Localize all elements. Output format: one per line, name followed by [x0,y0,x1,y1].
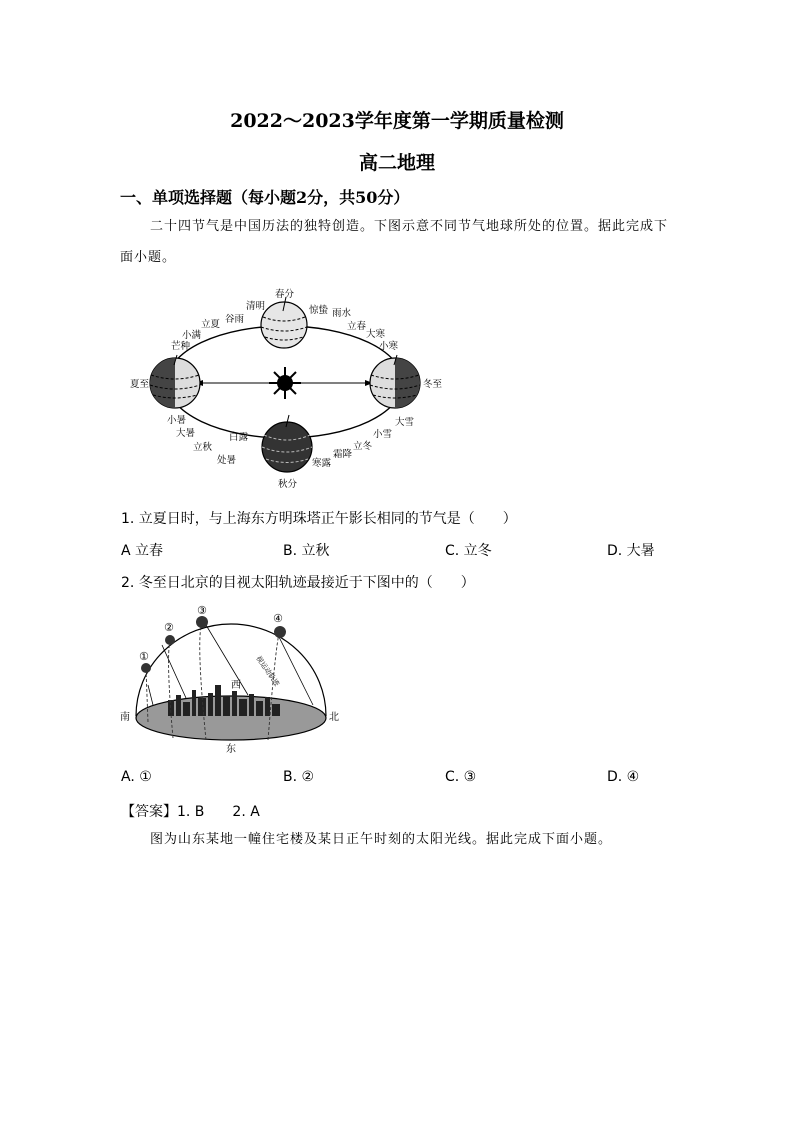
term-label: 夏至 [130,379,150,390]
sun-marker-3 [196,616,208,628]
question-2-stem: 2. 冬至日北京的目视太阳轨迹最接近于下图中的（ ） [121,575,475,591]
term-label: 白露 [229,432,249,443]
direction-north: 北 [329,712,339,723]
term-label: 小雪 [373,429,393,440]
term-label: 立春 [347,321,367,332]
term-label: 小满 [182,330,202,341]
term-label: 立夏 [201,319,221,330]
term-label: 大寒 [366,329,386,340]
earth-spring [261,297,307,348]
term-label: 处暑 [217,455,237,466]
sun-marker-2 [165,635,175,645]
term-label: 惊蛰 [309,305,329,316]
term-label: 冬至 [423,379,443,390]
marker-label-4: ④ [273,612,283,625]
term-label: 秋分 [278,479,298,490]
section-intro: 二十四节气是中国历法的独特创造。下图示意不同节气地球所处的位置。据此完成下面小题。 [120,219,669,265]
q1-option-d: D. 大暑 [607,543,655,559]
section-heading: 一、单项选择题（每小题2分，共50分） [120,188,410,207]
marker-label-1: ① [139,650,149,663]
q2-option-a: A. ① [121,769,152,785]
direction-south: 南 [120,712,130,723]
term-label: 寒露 [312,458,332,469]
direction-east: 东 [226,744,236,755]
term-label: 春分 [275,289,295,300]
term-label: 小暑 [167,415,187,426]
earth-summer [150,355,200,408]
q2-option-d: D. ④ [607,769,640,785]
q1-option-b: B. 立秋 [283,543,330,559]
solar-terms-diagram [130,285,450,493]
q2-option-b: B. ② [283,769,315,785]
sun-marker-4 [274,626,286,638]
path-label: 视运动轨迹 [254,654,281,688]
term-label: 立秋 [193,442,213,453]
q1-option-a: A 立春 [121,543,164,559]
term-label: 霜降 [333,449,353,460]
answer-line: 【答案】1. B 2. A [121,804,260,820]
q2-option-c: C. ③ [445,769,477,785]
page-title: 2022～2023学年度第一学期质量检测 [230,110,564,132]
term-label: 大暑 [176,428,196,439]
marker-label-3: ③ [197,604,207,617]
page-subtitle: 高二地理 [358,152,435,174]
direction-west: 西 [231,680,241,691]
q1-option-c: C. 立冬 [445,543,492,559]
marker-label-2: ② [164,621,174,634]
earth-winter [370,355,420,408]
term-label: 立冬 [353,441,373,452]
earth-autumn [262,415,312,472]
term-label: 大雪 [395,417,415,428]
term-label: 谷雨 [225,314,245,325]
term-label: 芒种 [171,341,191,352]
question-1-stem: 1. 立夏日时，与上海东方明珠塔正午影长相同的节气是（ ） [121,511,517,527]
sun-icon [269,367,301,399]
ground-disc [136,696,326,740]
term-label: 小寒 [379,341,399,352]
term-label: 清明 [246,301,266,312]
term-label: 雨水 [332,308,352,319]
sun-marker-1 [141,663,151,673]
sun-path-diagram [118,600,348,760]
next-intro: 图为山东某地一幢住宅楼及某日正午时刻的太阳光线。据此完成下面小题。 [150,832,613,847]
